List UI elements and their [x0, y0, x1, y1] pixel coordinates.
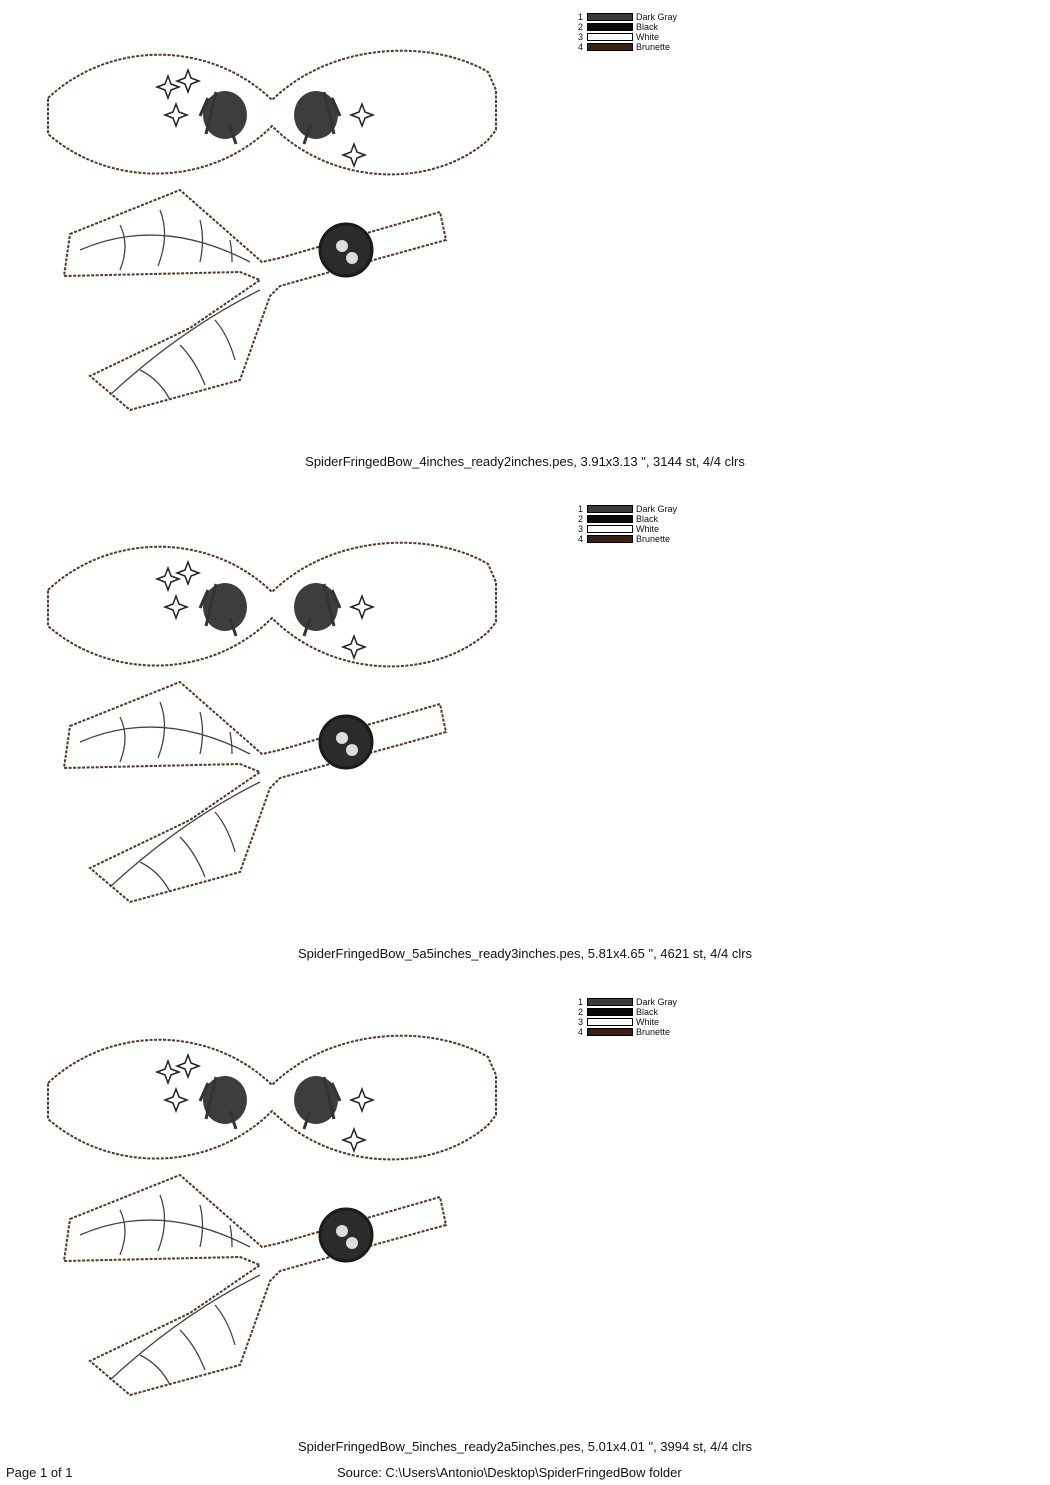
color-swatch	[587, 43, 633, 51]
legend-row	[578, 32, 677, 42]
legend-number: 1	[578, 504, 584, 514]
color-swatch	[587, 998, 633, 1006]
color-swatch	[587, 505, 633, 513]
color-swatch	[587, 535, 633, 543]
legend-row	[578, 42, 677, 52]
design-block-2	[0, 492, 1050, 984]
color-swatch	[587, 1008, 633, 1016]
color-swatch	[587, 515, 633, 523]
legend-number: 3	[578, 1017, 584, 1027]
legend-number: 2	[578, 514, 584, 524]
legend-number: 4	[578, 1027, 584, 1037]
design-caption: SpiderFringedBow_5a5inches_ready3inches.pes, 5.81x4.65 ", 4621 st, 4/4 clrs	[297, 946, 753, 961]
legend-color-name: Dark Gray	[636, 504, 678, 514]
legend-color-name: White	[636, 524, 660, 534]
legend-color-name: Dark Gray	[636, 12, 678, 22]
legend-row	[578, 1017, 677, 1027]
legend-number: 1	[578, 12, 584, 22]
color-legend	[578, 12, 677, 52]
color-swatch	[587, 1028, 633, 1036]
bow-embroidery-image	[40, 492, 510, 912]
legend-color-name: Black	[636, 1007, 659, 1017]
design-caption: SpiderFringedBow_4inches_ready2inches.pes, 3.91x3.13 ", 3144 st, 4/4 clrs	[305, 454, 745, 469]
legend-color-name: Brunette	[636, 534, 671, 544]
color-legend	[578, 504, 677, 544]
legend-number: 2	[578, 22, 584, 32]
color-swatch	[587, 23, 633, 31]
color-swatch	[587, 525, 633, 533]
design-block-1	[0, 0, 1050, 492]
source-path: Source: C:\Users\Antonio\Desktop\SpiderFringedBow folder	[337, 1465, 682, 1480]
legend-number: 3	[578, 524, 584, 534]
legend-color-name: White	[636, 32, 660, 42]
legend-color-name: Brunette	[636, 42, 671, 52]
color-swatch	[587, 1018, 633, 1026]
legend-row	[578, 1027, 677, 1037]
legend-row	[578, 12, 677, 22]
legend-row	[578, 22, 677, 32]
legend-row	[578, 514, 677, 524]
legend-number: 1	[578, 997, 584, 1007]
color-swatch	[587, 13, 633, 21]
legend-number: 3	[578, 32, 584, 42]
legend-row	[578, 504, 677, 514]
legend-number: 4	[578, 42, 584, 52]
bow-embroidery-image	[40, 985, 510, 1405]
legend-row	[578, 524, 677, 534]
legend-color-name: Black	[636, 514, 659, 524]
color-legend	[578, 997, 677, 1037]
legend-color-name: Brunette	[636, 1027, 671, 1037]
legend-number: 4	[578, 534, 584, 544]
legend-color-name: Dark Gray	[636, 997, 678, 1007]
design-block-3	[0, 985, 1050, 1477]
legend-color-name: White	[636, 1017, 660, 1027]
legend-row	[578, 997, 677, 1007]
legend-number: 2	[578, 1007, 584, 1017]
color-swatch	[587, 33, 633, 41]
legend-color-name: Black	[636, 22, 659, 32]
page-number: Page 1 of 1	[6, 1465, 73, 1480]
legend-row	[578, 1007, 677, 1017]
legend-row	[578, 534, 677, 544]
bow-embroidery-image	[40, 0, 510, 420]
design-caption: SpiderFringedBow_5inches_ready2a5inches.pes, 5.01x4.01 ", 3994 st, 4/4 clrs	[297, 1439, 753, 1454]
